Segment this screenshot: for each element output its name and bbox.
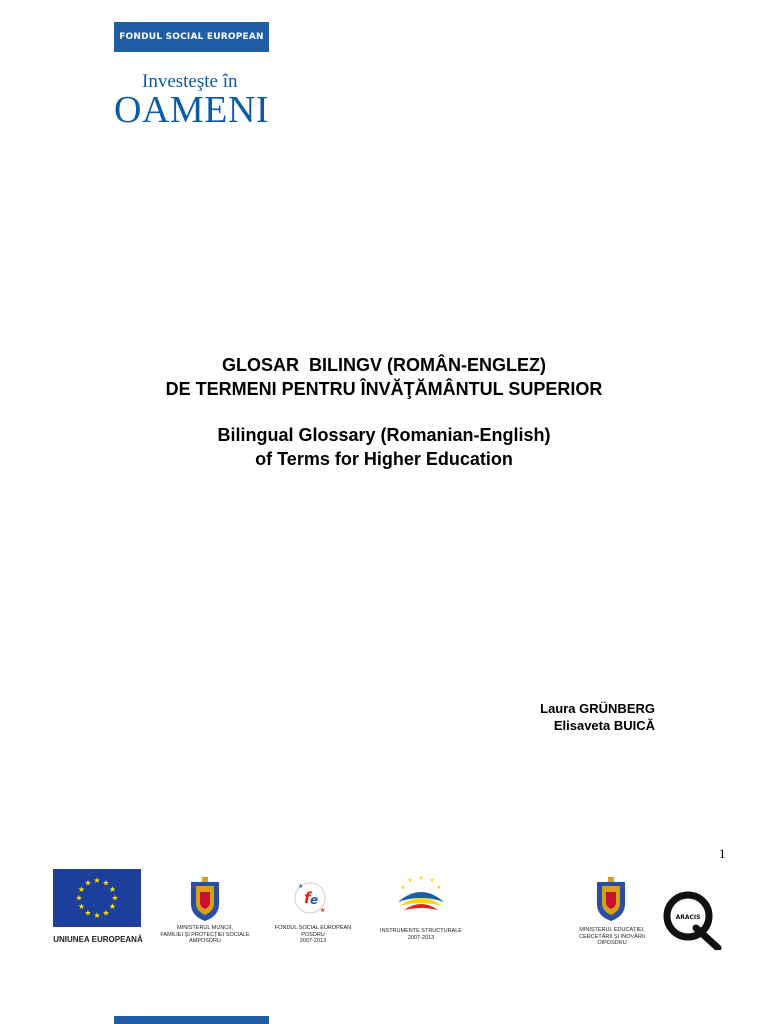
svg-text:★: ★ (93, 911, 101, 920)
svg-text:★: ★ (418, 875, 424, 882)
svg-text:★: ★ (436, 884, 442, 891)
title-ro-line1: GLOSAR BILINGV (ROMÂN-ENGLEZ) (222, 355, 546, 375)
title-romanian (0, 353, 768, 401)
structural-instruments-logo-icon (392, 872, 450, 924)
title-en-line1: Bilingual Glossary (Romanian-English) (217, 425, 551, 445)
svg-text:★: ★ (75, 893, 83, 903)
svg-text:★: ★ (429, 877, 435, 884)
svg-text:★: ★ (77, 885, 86, 894)
eu-caption: UNIUNEA EUROPEANĂ (53, 935, 143, 944)
page-number: 1 (719, 846, 726, 861)
fse-banner (114, 22, 269, 52)
bottom-bar (114, 1016, 269, 1024)
romania-crest-icon-2 (594, 876, 628, 922)
structural-caption: INSTRUMENTE STRUCTURALE 2007-2013 (380, 928, 462, 941)
svg-text:★: ★ (84, 878, 92, 888)
slogan-line2: OAMENI (114, 89, 269, 131)
svg-text:★: ★ (108, 885, 117, 894)
svg-text:★: ★ (407, 877, 413, 884)
svg-text:★: ★ (102, 878, 110, 888)
aracis-logo-icon (660, 888, 722, 950)
svg-text:★: ★ (84, 908, 92, 918)
ministry-education-caption: MINISTERUL EDUCAŢIEI, CERCETĂRII ŞI INOVĂRII OIPOSDRU (579, 927, 645, 946)
svg-text:★: ★ (77, 902, 86, 911)
fse-logo-icon (290, 876, 334, 920)
fse-caption: FONDUL SOCIAL EUROPEAN POSDRU 2007-2013 (274, 925, 352, 944)
fse-banner-text: FONDUL SOCIAL EUROPEAN (119, 32, 264, 42)
romania-crest-icon (188, 876, 222, 922)
author-2: Elisaveta BUICĂ (553, 718, 655, 733)
svg-text:e: e (310, 893, 319, 907)
eu-flag-logo (53, 869, 141, 927)
title-ro-line2: DE TERMENI PENTRU ÎNVĂŢĂMÂNTUL SUPERIOR (165, 379, 603, 399)
svg-text:★: ★ (111, 893, 119, 903)
ministry-labour-caption: MINISTERUL MUNCII, FAMILIEI ŞI PROTECŢIEI SOCIALE AMPOSDRU (160, 925, 250, 944)
svg-text:ARACIS: ARACIS (675, 914, 701, 921)
svg-text:★: ★ (400, 884, 406, 891)
title-en-line2: of Terms for Higher Education (255, 449, 513, 469)
authors (540, 700, 655, 734)
slogan-line1: Investeşte în (142, 71, 238, 92)
svg-text:★: ★ (108, 902, 117, 911)
svg-text:★: ★ (298, 883, 304, 890)
svg-text:★: ★ (102, 908, 110, 918)
svg-text:★: ★ (320, 907, 326, 914)
svg-text:f: f (304, 889, 311, 907)
eu-stars-icon (53, 869, 141, 927)
title-english (0, 423, 768, 471)
author-1: Laura GRÜNBERG (540, 701, 655, 716)
svg-text:★: ★ (93, 876, 101, 885)
